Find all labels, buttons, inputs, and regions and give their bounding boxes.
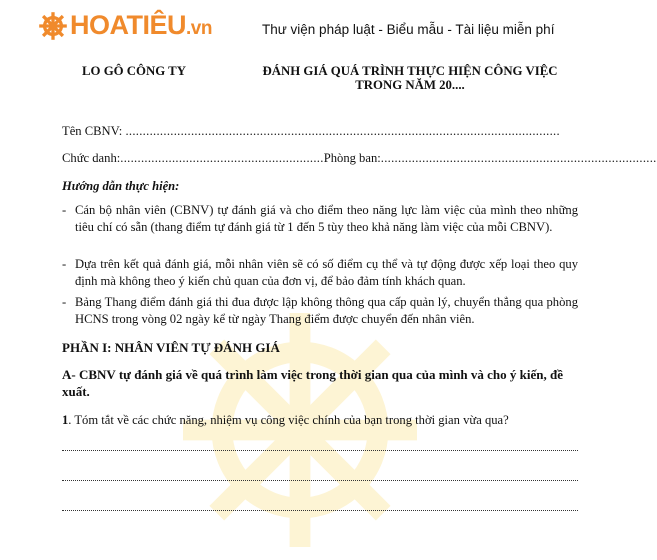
position-label: Chức danh:: [62, 151, 121, 165]
answer-line[interactable]: [62, 450, 578, 451]
position-department-row[interactable]: [62, 151, 657, 166]
brand-suffix: .vn: [186, 17, 212, 39]
answer-line[interactable]: [62, 480, 578, 481]
employee-name-label: Tên CBNV:: [62, 124, 126, 138]
ship-wheel-watermark-icon: [170, 300, 430, 560]
employee-name-field[interactable]: [62, 124, 578, 139]
employee-name-dots: ..............................................................................................................................: [125, 124, 560, 138]
department-dots: ................................................................................: [380, 151, 657, 165]
section-a-heading: A- CBNV tự đánh giá về quá trình làm việc trong thời gian qua của mình và cho ý kiến, đề xuất.: [62, 367, 564, 399]
guide-item: [62, 256, 578, 290]
guide-item-text: Bảng Thang điểm đánh giá thi đua được lập không thông qua cấp quản lý, chuyển thẳng qua phòng HCNS trong vòng 02 ngày kể từ ngày Thang điểm được chuyển đến nhân viên.: [75, 295, 578, 326]
question-1-text: . Tóm tắt về các chức năng, nhiệm vụ công việc chính của bạn trong thời gian vừa qua?: [68, 413, 509, 427]
title-line-2: TRONG NĂM 20....: [355, 78, 465, 92]
question-1-number: 1: [62, 413, 69, 427]
brand-name: HOATIÊU: [70, 10, 186, 40]
company-logo-placeholder: LO GÔ CÔNG TY: [82, 64, 186, 78]
brand-tagline: Thư viện pháp luật - Biểu mẫu - Tài liệu miễn phí: [262, 22, 555, 37]
guide-title: Hướng dẫn thực hiện:: [62, 179, 180, 193]
department-label: Phòng ban:: [323, 151, 381, 165]
document-title: [250, 64, 570, 92]
position-dots: ...........................................................: [120, 151, 324, 165]
part-1-heading: PHẦN I: NHÂN VIÊN TỰ ĐÁNH GIÁ: [62, 340, 280, 355]
title-line-1: ĐÁNH GIÁ QUÁ TRÌNH THỰC HIỆN CÔNG VIỆC: [262, 64, 558, 78]
question-1: [62, 413, 509, 428]
guide-item: [62, 294, 578, 328]
bullet-dash: -: [62, 203, 67, 217]
guide-item: [62, 202, 578, 236]
guide-item-text: Dựa trên kết quả đánh giá, mỗi nhân viên sẽ có số điểm cụ thể và tự động được xếp loại theo quy định mà không theo ý kiến chủ quan của đơn vị, để bảo đảm tính khách quan.: [75, 257, 578, 288]
answer-line[interactable]: [62, 510, 578, 511]
hoatieu-logo[interactable]: [38, 10, 212, 41]
guide-item-text: Cán bộ nhân viên (CBNV) tự đánh giá và cho điểm theo năng lực làm việc của mình theo những tiêu chí có sẵn (thang điểm tự đánh giá từ 1 đến 5 tùy theo khả năng làm việc của mỗi CBNV).: [75, 203, 578, 234]
bullet-dash: -: [62, 257, 67, 271]
bullet-dash: -: [62, 295, 67, 309]
ship-wheel-icon: [38, 11, 68, 41]
